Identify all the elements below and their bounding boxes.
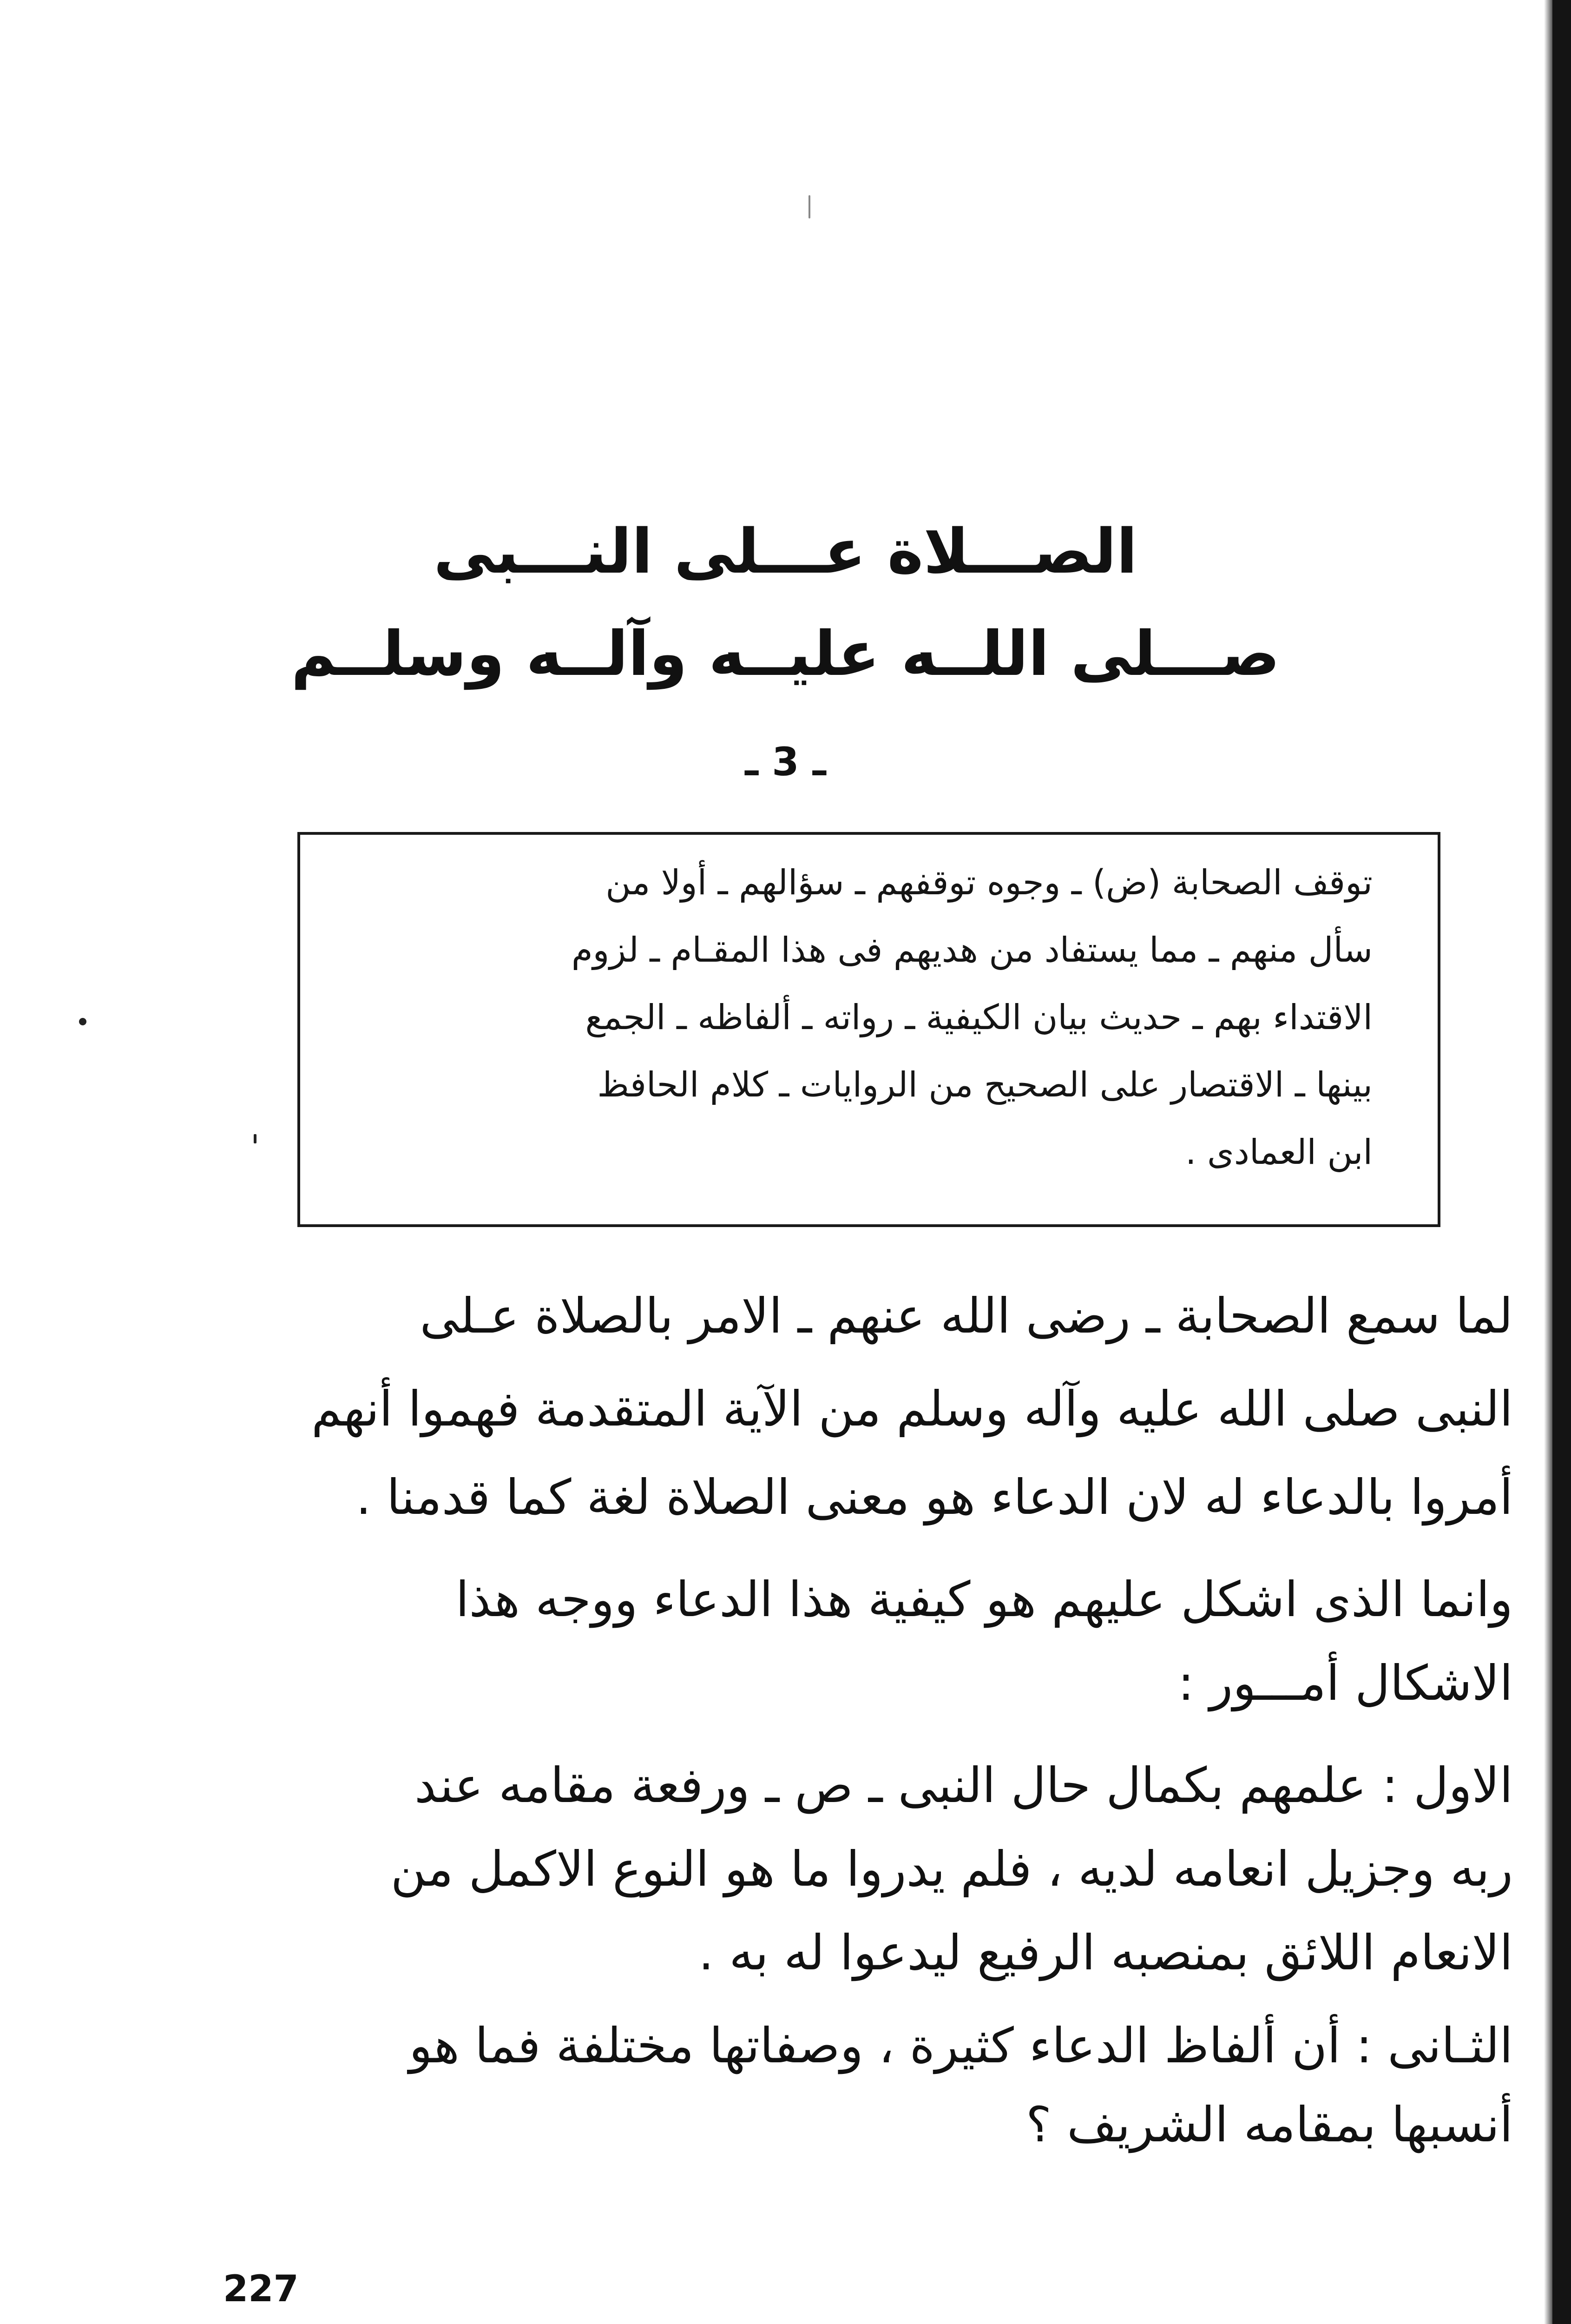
- paragraph-line: النبى صلى الله عليه وآله وسلم من الآية المتقدمة فهموا أنهم: [311, 1380, 1513, 1437]
- scan-speck: [79, 1018, 86, 1025]
- paragraph-line: الثـانى : أن ألفاظ الدعاء كثيرة ، وصفاتها مختلفة فما هو: [409, 2017, 1513, 2074]
- chapter-title-line-2: صـــلى اللــه عليــه وآلــه وسلــم: [291, 618, 1280, 690]
- chapter-title-line-1: الصـــلاة عـــلى النـــبى: [434, 516, 1137, 588]
- paragraph-line: أمروا بالدعاء له لان الدعاء هو معنى الصلاة لغة كما قدمنا .: [355, 1469, 1513, 1525]
- summary-line: ابن العمادى .: [1185, 1132, 1373, 1172]
- paragraph-line: وانما الذى اشكل عليهم هو كيفية هذا الدعاء ووجه هذا: [455, 1571, 1513, 1628]
- page-edge-fade: [1544, 0, 1552, 2324]
- paragraph-line: الاول : علمهم بكمال حال النبى ـ ص ـ ورفعة مقامه عند: [414, 1757, 1513, 1814]
- summary-box: [297, 832, 1440, 1227]
- part-number: ـ 3 ـ: [745, 739, 826, 785]
- paragraph-line: لما سمع الصحابة ـ رضى الله عنهم ـ الامر بالصلاة عـلى: [420, 1287, 1513, 1344]
- paragraph-line: الاشكال أمـــور :: [1177, 1655, 1513, 1711]
- paragraph-line: الانعام اللائق بمنصبه الرفيع ليدعوا له به .: [698, 1924, 1513, 1981]
- summary-line: الاقتداء بهم ـ حديث بيان الكيفية ـ رواته ـ ألفاظه ـ الجمع: [585, 997, 1373, 1037]
- page-number: 227: [223, 2268, 299, 2310]
- page-edge-shadow: [1552, 0, 1571, 2324]
- scan-speck: [809, 195, 810, 218]
- summary-line: توقف الصحابة (ض) ـ وجوه توقفهم ـ سؤالهم ـ أولا من: [605, 863, 1373, 903]
- summary-line: سأل منهم ـ مما يستفاد من هديهم فى هذا المقـام ـ لزوم: [571, 930, 1373, 970]
- summary-line: بينها ـ الاقتصار على الصحيح من الروايات ـ كلام الحافظ: [597, 1065, 1373, 1105]
- paragraph-line: أنسبها بمقامه الشريف ؟: [1025, 2096, 1513, 2153]
- scan-speck: [254, 1134, 256, 1143]
- paragraph-line: ربه وجزيل انعامه لديه ، فلم يدروا ما هو النوع الاكمل من: [390, 1841, 1513, 1897]
